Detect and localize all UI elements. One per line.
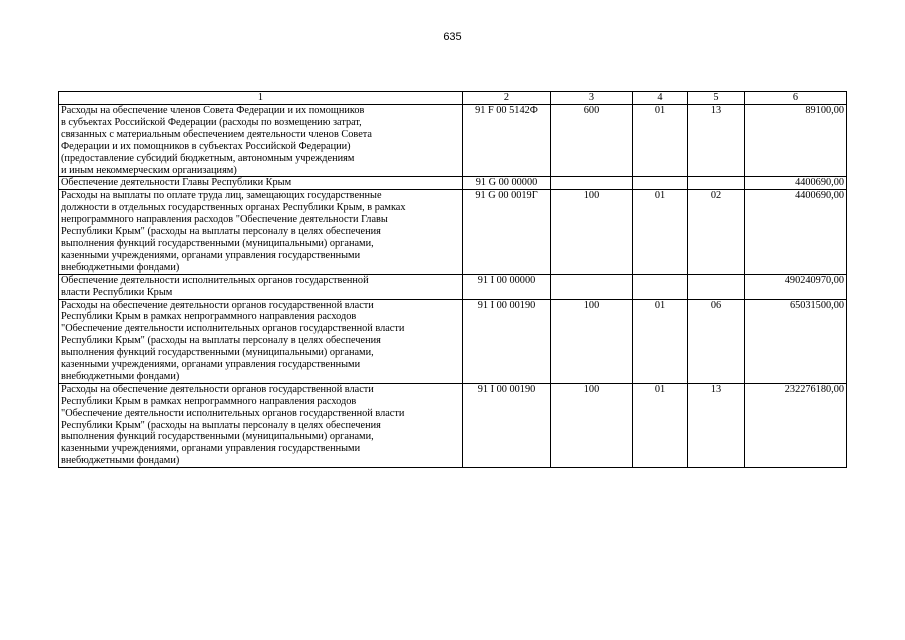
row-expense-type xyxy=(551,177,633,190)
row-amount: 4400690,00 xyxy=(745,190,847,274)
row-target-code: 91 G 00 00000 xyxy=(463,177,551,190)
description-line: внебюджетными фондами) xyxy=(61,261,180,273)
row-subsection: 13 xyxy=(688,105,745,177)
column-header-3: 3 xyxy=(551,92,633,105)
description-line: выполнения функций государственными (муниципальными) органами, xyxy=(61,347,374,359)
row-section xyxy=(633,177,688,190)
row-description xyxy=(59,177,463,190)
description-line: должности в отдельных государственных органах Республики Крым, в рамках xyxy=(61,202,406,214)
row-expense-type: 100 xyxy=(551,190,633,274)
description-line: Обеспечение деятельности Главы Республики Крым xyxy=(61,177,292,189)
page-number: 635 xyxy=(443,31,462,43)
description-line: (предоставление субсидий бюджетным, автономным учреждениям xyxy=(61,152,355,164)
row-description xyxy=(59,105,463,177)
description-line: выполнения функций государственными (муниципальными) органами, xyxy=(61,237,374,249)
description-line: Расходы на обеспечение деятельности органов государственной власти xyxy=(61,383,374,395)
row-target-code: 91 F 00 5142Ф xyxy=(463,105,551,177)
row-target-code: 91 I 00 00000 xyxy=(463,274,551,299)
row-expense-type: 100 xyxy=(551,383,633,467)
row-subsection: 02 xyxy=(688,190,745,274)
row-expense-type: 600 xyxy=(551,105,633,177)
description-line: Обеспечение деятельности исполнительных органов государственной xyxy=(61,274,369,286)
row-target-code: 91 G 00 0019Г xyxy=(463,190,551,274)
row-section: 01 xyxy=(633,299,688,383)
description-line: "Обеспечение деятельности исполнительных органов государственной власти xyxy=(61,407,405,419)
row-subsection xyxy=(688,177,745,190)
description-line: Республики Крым" (расходы на выплаты персоналу в целях обеспечения xyxy=(61,226,381,238)
description-line: внебюджетными фондами) xyxy=(61,370,180,382)
row-amount: 490240970,00 xyxy=(745,274,847,299)
column-header-6: 6 xyxy=(745,92,847,105)
row-section: 01 xyxy=(633,383,688,467)
column-header-1: 1 xyxy=(59,92,463,105)
row-subsection: 13 xyxy=(688,383,745,467)
description-line: казенными учреждениями, органами управления государственными xyxy=(61,443,361,455)
description-line: Республики Крым" (расходы на выплаты персоналу в целях обеспечения xyxy=(61,419,381,431)
table-body xyxy=(59,105,847,468)
description-line: казенными учреждениями, органами управления государственными xyxy=(61,359,361,371)
description-line: связанных с материальным обеспечением деятельности членов Совета xyxy=(61,128,372,140)
row-expense-type xyxy=(551,274,633,299)
description-line: в субъектах Российской Федерации (расходы по возмещению затрат, xyxy=(61,116,362,128)
description-line: Федерации и их помощников в субъектах Российской Федерации) xyxy=(61,140,351,152)
description-line: власти Республики Крым xyxy=(61,286,173,298)
row-amount: 89100,00 xyxy=(745,105,847,177)
row-amount: 65031500,00 xyxy=(745,299,847,383)
description-line: Республики Крым в рамках непрограммного направления расходов xyxy=(61,311,357,323)
budget-table xyxy=(58,91,847,468)
row-description xyxy=(59,383,463,467)
table-row xyxy=(59,190,847,274)
table-row xyxy=(59,383,847,467)
row-amount: 4400690,00 xyxy=(745,177,847,190)
table-row xyxy=(59,274,847,299)
column-header-4: 4 xyxy=(633,92,688,105)
row-subsection xyxy=(688,274,745,299)
description-line: и иным некоммерческим организациям) xyxy=(61,164,237,176)
header-row xyxy=(59,92,847,105)
column-header-2: 2 xyxy=(463,92,551,105)
table-row xyxy=(59,105,847,177)
description-line: внебюджетными фондами) xyxy=(61,455,180,467)
description-line: "Обеспечение деятельности исполнительных органов государственной власти xyxy=(61,323,405,335)
row-section xyxy=(633,274,688,299)
description-line: Расходы на обеспечение членов Совета Федерации и их помощников xyxy=(61,105,365,116)
description-line: выполнения функций государственными (муниципальными) органами, xyxy=(61,431,374,443)
column-header-5: 5 xyxy=(688,92,745,105)
row-section: 01 xyxy=(633,105,688,177)
row-subsection: 06 xyxy=(688,299,745,383)
row-section: 01 xyxy=(633,190,688,274)
row-description xyxy=(59,299,463,383)
table-row xyxy=(59,177,847,190)
row-description xyxy=(59,274,463,299)
description-line: непрограммного направления расходов "Обеспечение деятельности Главы xyxy=(61,214,388,226)
row-description xyxy=(59,190,463,274)
description-line: казенными учреждениями, органами управления государственными xyxy=(61,249,361,261)
row-expense-type: 100 xyxy=(551,299,633,383)
table-row xyxy=(59,299,847,383)
description-line: Республики Крым" (расходы на выплаты персоналу в целях обеспечения xyxy=(61,335,381,347)
description-line: Расходы на обеспечение деятельности органов государственной власти xyxy=(61,299,374,311)
row-target-code: 91 I 00 00190 xyxy=(463,383,551,467)
row-amount: 232276180,00 xyxy=(745,383,847,467)
description-line: Расходы на выплаты по оплате труда лиц, замещающих государственные xyxy=(61,190,382,202)
description-line: Республики Крым в рамках непрограммного направления расходов xyxy=(61,395,357,407)
row-target-code: 91 I 00 00190 xyxy=(463,299,551,383)
